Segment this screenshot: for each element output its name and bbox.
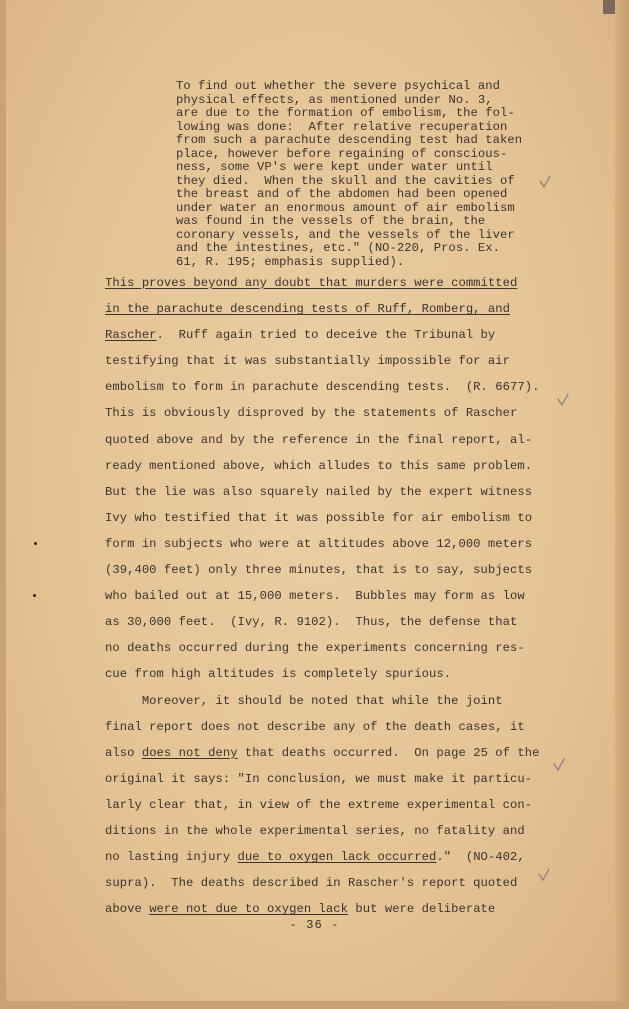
body-line: original it says: "In conclusion, we must make it particu- [105,771,533,786]
body-line: This is obviously disproved by the statements of Rascher [105,406,518,421]
body-text-span: above [105,902,150,917]
page-number: - 36 - [289,918,340,932]
page-edge-right [615,0,629,1009]
body-line: who bailed out at 15,000 meters. Bubbles may form as low [105,589,525,604]
body-line: embolism to form in parachute descending tests. (R. 6677). [105,380,540,395]
body-text [105,270,565,922]
check-mark-icon [552,758,566,772]
underlined-text: due to oxygen lack occurred [237,850,437,865]
margin-dot [33,594,36,597]
body-line: cue from high altitudes is completely spurious. [105,667,452,682]
body-line: ready mentioned above, which alludes to this same problem. [105,458,533,473]
body-line [105,740,565,766]
body-line: supra). The deaths described in Rascher's report quoted [105,876,518,891]
quote-line: was found in the vessels of the brain, the [176,214,486,228]
quote-line: and the intestines, etc." (NO-220, Pros. Ex. [176,241,501,255]
body-text-span: that deaths occurred. On page 25 of the [237,745,540,760]
body-text-span: but were deliberate [348,902,496,917]
body-line: Ivy who testified that it was possible for air embolism to [105,510,533,525]
quote-line: 61, R. 195; emphasis supplied). [176,254,405,269]
body-line: form in subjects who were at altitudes above 12,000 meters [105,536,533,551]
quote-line: To find out whether the severe psychical and [176,79,501,93]
block-quote [176,80,541,269]
page-edge-bottom [0,1001,629,1009]
body-line: (39,400 feet) only three minutes, that is to say, subjects [105,563,533,578]
body-line: But the lie was also squarely nailed by the expert witness [105,484,533,499]
body-line: ditions in the whole experimental series, no fatality and [105,823,525,838]
body-text-span: . Ruff again tried to deceive the Tribunal by [156,328,496,343]
body-text-span: no lasting injury [105,850,238,865]
body-line: in the parachute descending tests of Ruff, Romberg, and [105,302,511,317]
body-text-span: ." (NO-402, [436,850,525,865]
quote-line: lowing was done: After relative recuperation [176,119,508,134]
quote-line: coronary vessels, and the vessels of the liver [176,227,515,242]
body-line: quoted above and by the reference in the final report, al- [105,432,533,447]
body-line: no deaths occurred during the experiments concerning res- [105,641,525,656]
body-line: larly clear that, in view of the extreme experimental con- [105,797,533,812]
quote-line: under water an enormous amount of air embolism [176,200,515,215]
body-line: as 30,000 feet. (Ivy, R. 9102). Thus, the defense that [105,615,518,630]
body-line: testifying that it was substantially impossible for air [105,354,511,369]
underlined-text: does not deny [141,745,238,760]
check-mark-icon [537,868,551,882]
quote-line: are due to the formation of embolism, the fol- [176,106,515,120]
check-mark-icon [556,393,570,407]
underlined-text: Rascher [105,328,157,343]
quote-line: they died. When the skull and the cavities of [176,173,515,188]
page-edge-left [0,0,6,1009]
staple-mark [603,0,615,14]
body-text-span: also [105,745,142,760]
quote-line: ness, some VP's were kept under water until [176,160,493,174]
quote-line-text: from such a parachute descending test had taken [176,133,523,147]
quote-line [176,134,541,148]
quote-line: physical effects, as mentioned under No. 3, [176,92,493,107]
body-line: This proves beyond any doubt that murders were committed [105,276,518,290]
body-line: Moreover, it should be noted that while the joint [105,693,503,708]
underlined-text: were not due to oxygen lack [149,902,349,917]
quote-line: place, however before regaining of conscious- [176,146,508,161]
body-line: final report does not describe any of the death cases, it [105,719,525,734]
quote-line: the breast and of the abdomen had been opened [176,187,508,201]
check-mark-icon [538,175,552,189]
body-line [105,322,565,348]
body-line [105,844,565,870]
margin-dot [34,542,37,545]
